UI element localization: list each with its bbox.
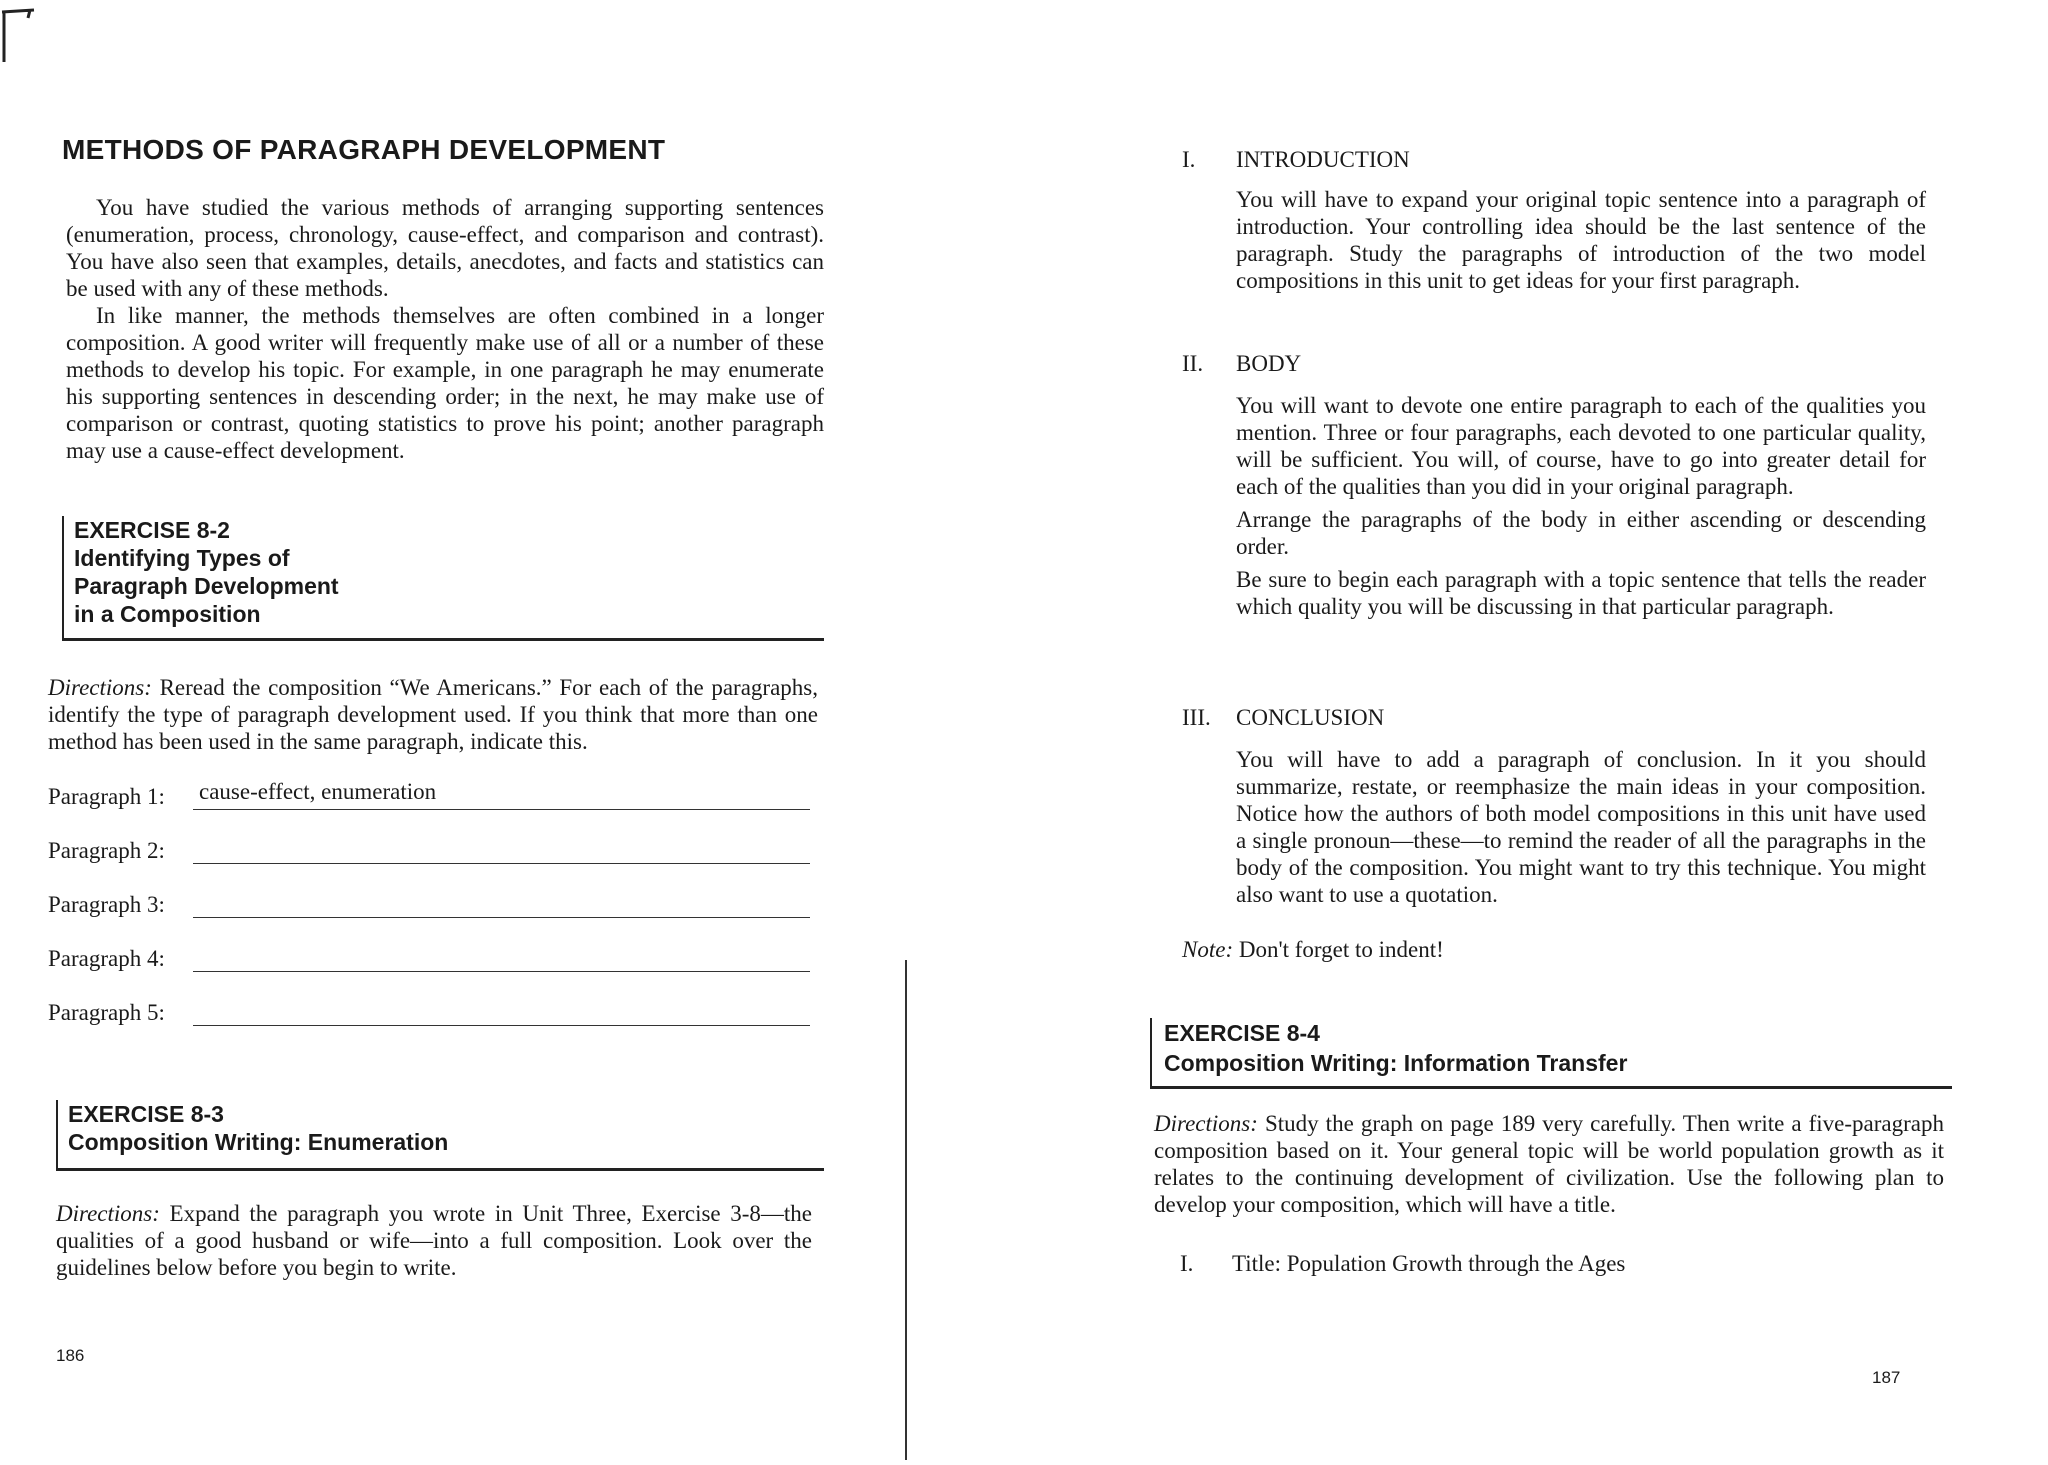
left-page — [0, 0, 920, 1465]
answer-line[interactable] — [193, 887, 810, 918]
right-page — [1120, 0, 2048, 1465]
page-number: 186 — [56, 1346, 85, 1365]
answer-row — [48, 834, 810, 868]
plan-item — [1180, 1250, 1625, 1277]
section-paragraph: Arrange the paragraphs of the body in either ascending or descending order. — [1236, 507, 1926, 559]
exercise-8-2-title-line-2: Paragraph Development — [74, 573, 339, 599]
page-number: 187 — [1872, 1368, 1901, 1387]
exercise-8-2-title-line-1: Identifying Types of — [74, 545, 290, 571]
exercise-8-4-directions — [1154, 1110, 1944, 1218]
section-numeral: II. — [1182, 351, 1204, 376]
section-heading-conclusion — [1182, 704, 1384, 731]
directions-label: Directions: — [1154, 1111, 1258, 1136]
directions-label: Directions: — [48, 675, 152, 700]
plan-item-text: Title: Population Growth through the Ages — [1232, 1251, 1626, 1276]
page-title: METHODS OF PARAGRAPH DEVELOPMENT — [62, 134, 666, 165]
directions-text: Study the graph on page 189 very carefully. Then write a five-paragraph composition based on it. Your general topic will be world population growth as it relates to the continuing development of civilization. Use the following plan to develop your composition, which will have a title. — [1154, 1111, 1944, 1217]
section-body-body — [1236, 392, 1926, 620]
section-numeral: I. — [1182, 147, 1196, 172]
section-paragraph: You will have to expand your original topic sentence into a paragraph of introduction. Your controlling idea should be the last sentence of the paragraph. Study the paragraphs of introduction of the two model compositions in this unit to get ideas for your first paragraph. — [1236, 187, 1926, 293]
answer-line[interactable] — [193, 941, 810, 972]
intro-text — [66, 194, 824, 464]
note-label: Note: — [1182, 937, 1234, 962]
section-numeral: III. — [1182, 705, 1211, 730]
section-body-introduction — [1236, 186, 1926, 294]
directions-text: Expand the paragraph you wrote in Unit Three, Exercise 3-8—the qualities of a good husband or wife—into a full composition. Look over the guidelines below before you begin to write. — [56, 1201, 812, 1280]
section-paragraph: You will have to add a paragraph of conclusion. In it you should summarize, restate, or reemphasize the main ideas in your composition. Notice how the authors of both model compositions in this unit have used a single pronoun—these—to remind the reader of all the paragraphs in the body of the composition. You might want to try this technique. You might also want to use a quotation. — [1236, 747, 1926, 907]
answer-row-label: Paragraph 3: — [48, 892, 165, 917]
exercise-8-2-header — [62, 516, 824, 641]
note-text: Don't forget to indent! — [1238, 937, 1444, 962]
section-title: INTRODUCTION — [1236, 147, 1410, 172]
answer-line[interactable] — [193, 779, 810, 810]
section-title: BODY — [1236, 351, 1302, 376]
exercise-8-2-title-line-3: in a Composition — [74, 601, 261, 627]
exercise-8-3-title: Composition Writing: Enumeration — [68, 1129, 449, 1155]
exercise-8-4-title: Composition Writing: Information Transfer — [1164, 1050, 1628, 1076]
note — [1182, 936, 1444, 963]
binding-line — [905, 960, 907, 1460]
section-body-conclusion — [1236, 746, 1926, 908]
answer-line[interactable] — [193, 995, 810, 1026]
directions-text: Reread the composition “We Americans.” For each of the paragraphs, identify the type of paragraph development used. If you think that more than one method has been used in the same paragraph, indicate this. — [48, 675, 818, 754]
answer-row-label: Paragraph 2: — [48, 838, 165, 863]
section-title: CONCLUSION — [1236, 705, 1385, 730]
plan-item-numeral: I. — [1180, 1251, 1194, 1276]
exercise-8-3-directions — [56, 1200, 812, 1281]
answer-row — [48, 942, 810, 976]
exercise-8-2-number: EXERCISE 8-2 — [74, 517, 230, 543]
exercise-8-4-header — [1150, 1018, 1952, 1089]
intro-paragraph-2: In like manner, the methods themselves are often combined in a longer composition. A good writer will frequently make use of all or a number of these methods to develop his topic. For example, in one paragraph he may enumerate his supporting sentences in descending order; in the next, he may make use of comparison or contrast, quoting statistics to prove his point; another paragraph may use a cause-effect development. — [66, 303, 824, 463]
answer-row — [48, 996, 810, 1030]
section-paragraph: Be sure to begin each paragraph with a topic sentence that tells the reader which quality you will be discussing in that particular paragraph. — [1236, 567, 1926, 619]
section-heading-introduction — [1182, 146, 1410, 173]
answer-row-label: Paragraph 4: — [48, 946, 165, 971]
section-paragraph: You will want to devote one entire paragraph to each of the qualities you mention. Three or four paragraphs, each devoted to one particular quality, will be sufficient. You will, of course, have to go into greater detail for each of the qualities than you did in your original paragraph. — [1236, 393, 1926, 499]
exercise-8-3-header — [56, 1100, 824, 1171]
exercise-8-4-number: EXERCISE 8-4 — [1164, 1020, 1320, 1046]
answer-row — [48, 780, 810, 814]
exercise-8-3-number: EXERCISE 8-3 — [68, 1101, 224, 1127]
section-heading-body — [1182, 350, 1301, 377]
answer-text: cause-effect, enumeration — [199, 779, 437, 804]
corner-mark-icon — [0, 4, 40, 64]
intro-paragraph-1: You have studied the various methods of arranging supporting sentences (enumeration, process, chronology, cause-effect, and comparison and contrast). You have also seen that examples, details, anecdotes, and facts and statistics can be used with any of these methods. — [66, 195, 824, 301]
answer-row-label: Paragraph 1: — [48, 784, 165, 809]
directions-label: Directions: — [56, 1201, 160, 1226]
answer-line[interactable] — [193, 833, 810, 864]
answer-row-label: Paragraph 5: — [48, 1000, 165, 1025]
exercise-8-2-directions — [48, 674, 818, 755]
answer-row — [48, 888, 810, 922]
